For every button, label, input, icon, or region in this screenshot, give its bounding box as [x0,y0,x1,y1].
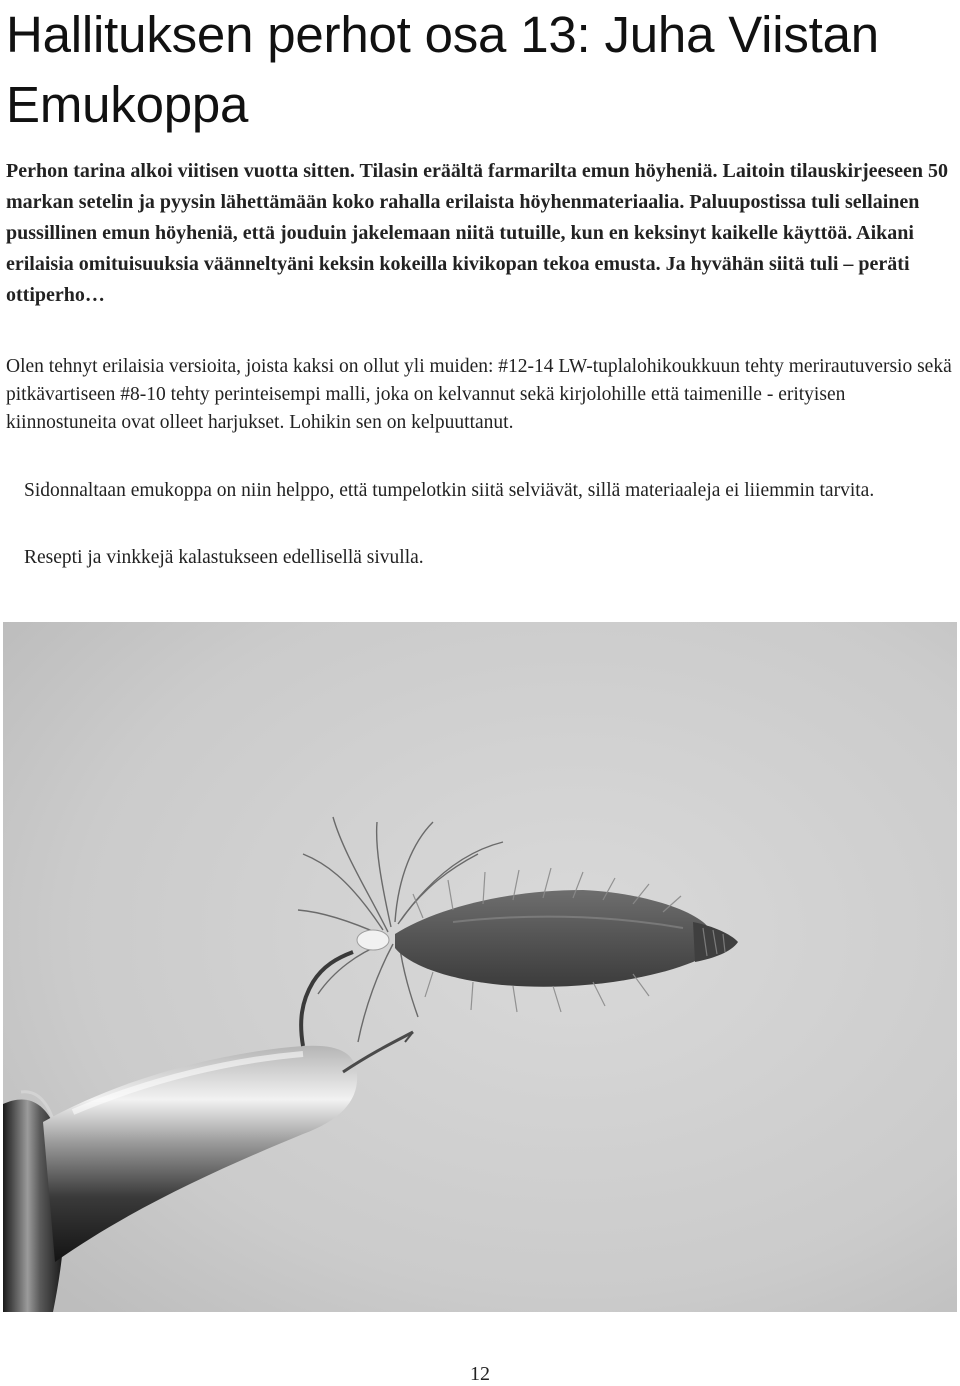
body-paragraph-3: Resepti ja vinkkejä kalastukseen edellisellä sivulla. [24,547,424,568]
fly-photo [3,622,957,1312]
page-number: 12 [470,1363,490,1385]
body-paragraph-2: Sidonnaltaan emukoppa on niin helppo, että tumpelotkin siitä selviävät, sillä materiaaleja ei liiemmin tarvita. [24,480,875,501]
article-title: Hallituksen perhot osa 13: Juha Viistan Emukoppa [6,6,879,133]
fly-head [357,930,389,950]
article-lead: Perhon tarina alkoi viitisen vuotta sitten. Tilasin eräältä farmarilta emun höyheniä. Laitoin tilauskirjeeseen 50 markan setelin ja pyysin lähettämään koko rahalla erilaista höyhenmateriaalia. Paluupostissa tuli sellainen pussillinen emun höyheniä, että jouduin jakelemaan niitä tutuille, kun en keksinyt kaikelle käyttöä. Aikani erilaisia omituisuuksia väänneltyäni keksin kokeilla kivikopan tekoa emusta. Ja hyvähän siitä tuli – peräti ottiperho… [6,160,949,306]
body-paragraph-1: Olen tehnyt erilaisia versioita, joista kaksi on ollut yli muiden: #12-14 LW-tuplalohikoukkuun tehty merirautuversio sekä pitkävartiseen #8-10 tehty perinteisempi malli, joka on kelvannut sekä kirjolohille että taimenille - erityisen kiinnostuneita ovat olleet harjukset. Lohikin sen on kelpuuttanut. [6,356,952,433]
